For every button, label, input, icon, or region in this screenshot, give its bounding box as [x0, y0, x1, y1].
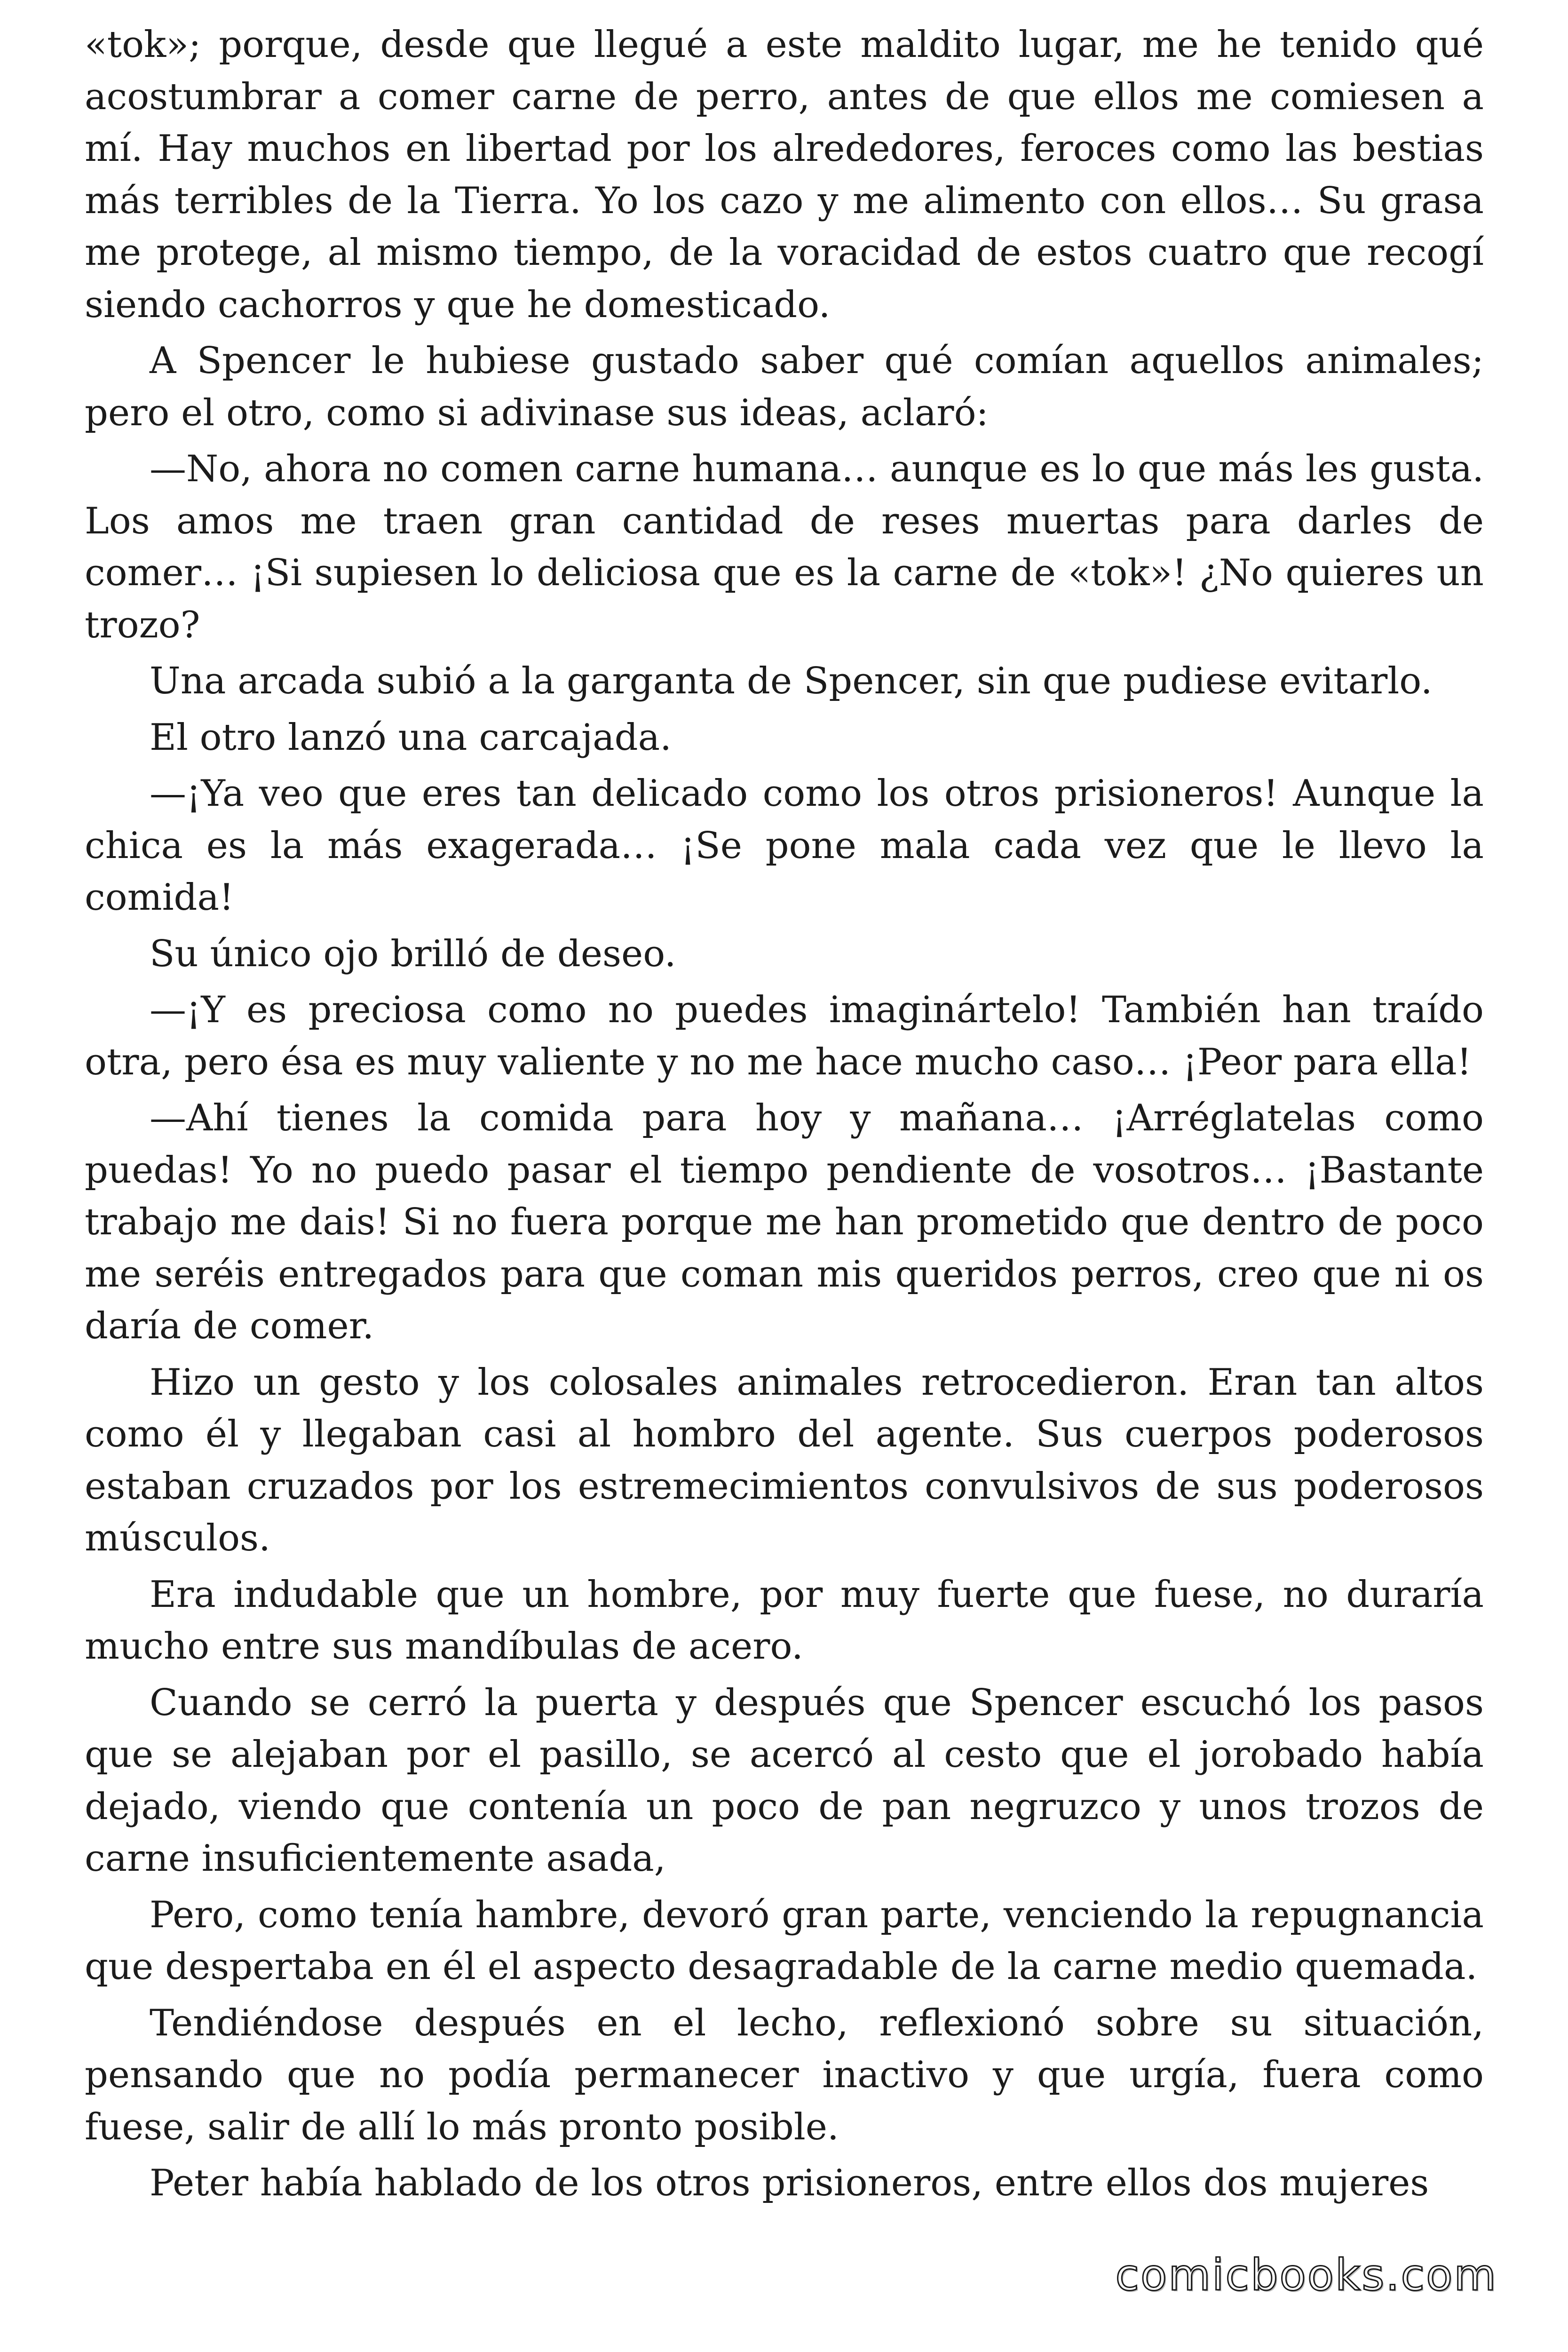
- watermark: comicbooks.com: [1115, 2250, 1497, 2300]
- paragraph-7: Su único ojo brilló de deseo.: [150, 932, 676, 975]
- book-page: [85, 19, 1484, 2214]
- paragraph-14: Tendiéndose después en el lecho, reflexionó sobre su situación, pensando que no podía permanecer inactivo y que urgía, fuera como fuese, salir de allí lo más pronto posible.: [85, 2002, 1484, 2148]
- paragraph-4: Una arcada subió a la garganta de Spencer, sin que pudiese evitarlo.: [150, 660, 1433, 702]
- paragraph-2: A Spencer le hubiese gustado saber qué comían aquellos animales; pero el otro, como si adivinase sus ideas, aclaró:: [85, 340, 1484, 434]
- paragraph-9: —Ahí tienes la comida para hoy y mañana… ¡Arréglatelas como puedas! Yo no puedo pasar el tiempo pendiente de vosotros… ¡Bastante trabajo me dais! Si no fuera porque me han prometido que dentro de poco me seréis entregados para que coman mis queridos perros, creo que ni os daría de comer.: [85, 1097, 1484, 1347]
- paragraph-15: Peter había hablado de los otros prisioneros, entre ellos dos mujeres: [150, 2162, 1429, 2204]
- paragraph-11: Era indudable que un hombre, por muy fuerte que fuese, no duraría mucho entre sus mandíbulas de acero.: [85, 1573, 1484, 1668]
- paragraph-8: —¡Y es preciosa como no puedes imaginártelo! También han traído otra, pero ésa es muy valiente y no me hace mucho caso… ¡Peor para ella!: [85, 989, 1484, 1083]
- paragraph-10: Hizo un gesto y los colosales animales retrocedieron. Eran tan altos como él y llegaban casi al hombro del agente. Sus cuerpos poderosos estaban cruzados por los estremecimientos convulsivos de sus poderosos músculos.: [85, 1361, 1484, 1559]
- paragraph-3: —No, ahora no comen carne humana… aunque es lo que más les gusta. Los amos me traen gran cantidad de reses muertas para darles de comer… ¡Si supiesen lo deliciosa que es la carne de «tok»! ¿No quieres un trozo?: [85, 448, 1484, 646]
- paragraph-1: «tok»; porque, desde que llegué a este maldito lugar, me he tenido qué acostumbrar a comer carne de perro, antes de que ellos me comiesen a mí. Hay muchos en libertad por los alrededores, feroces como las bestias más terribles de la Tierra. Yo los cazo y me alimento con ellos… Su grasa me protege, al mismo tiempo, de la voracidad de estos cuatro que recogí siendo cachorros y que he domesticado.: [85, 24, 1484, 326]
- paragraph-12: Cuando se cerró la puerta y después que Spencer escuchó los pasos que se alejaban por el pasillo, se acercó al cesto que el jorobado había dejado, viendo que contenía un poco de pan negruzco y unos trozos de carne insuficientemente asada,: [85, 1681, 1484, 1880]
- paragraph-5: El otro lanzó una carcajada.: [150, 716, 672, 759]
- paragraph-13: Pero, como tenía hambre, devoró gran parte, venciendo la repugnancia que despertaba en él el aspecto desagradable de la carne medio quemada.: [85, 1893, 1484, 1988]
- paragraph-6: —¡Ya veo que eres tan delicado como los otros prisioneros! Aunque la chica es la más exagerada… ¡Se pone mala cada vez que le llevo la comida!: [85, 772, 1484, 919]
